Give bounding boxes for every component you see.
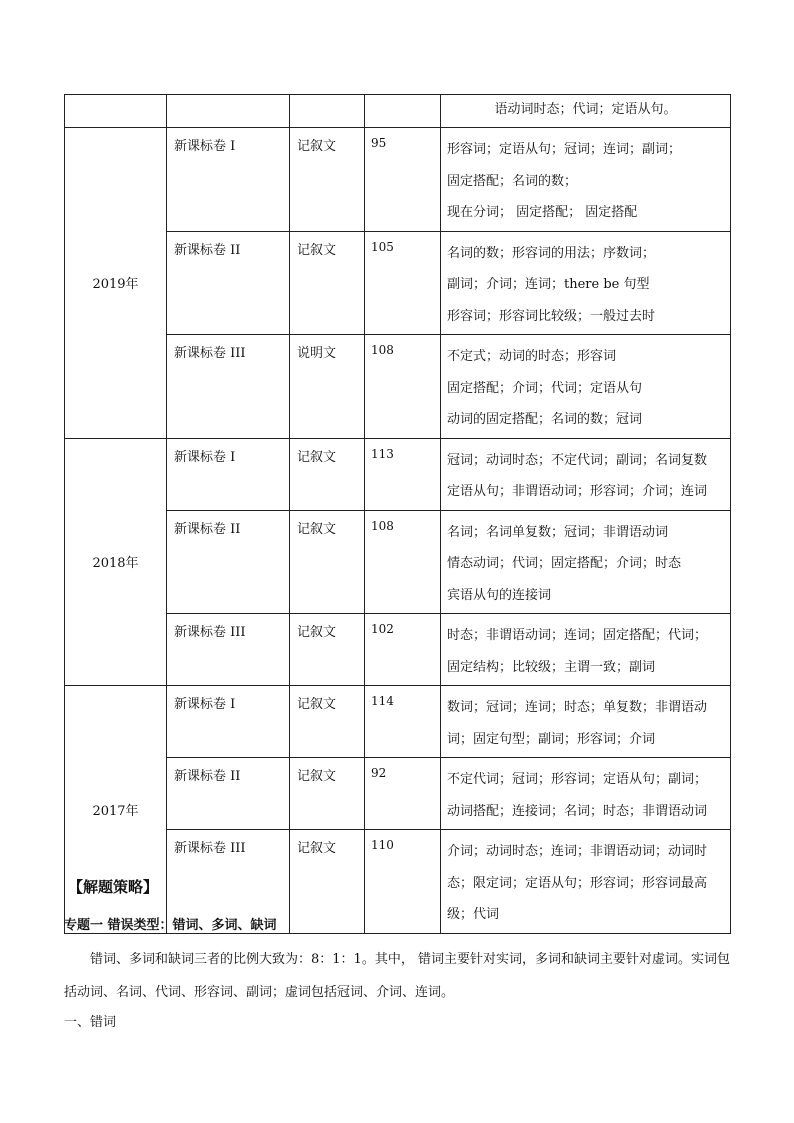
paper-cell: 新课标卷 I	[167, 128, 290, 232]
word-count-cell: 108	[365, 510, 441, 614]
knowledge-points-cell	[441, 758, 731, 830]
paper-cell: 新课标卷 II	[167, 231, 290, 335]
table-row	[65, 438, 731, 510]
paper-cell: 新课标卷 III	[167, 335, 290, 439]
paper-cell: 新课标卷 III	[167, 830, 290, 934]
knowledge-point-line: 动词搭配；连接词；名词；时态；非谓语动词	[447, 803, 708, 819]
word-count-cell: 95	[365, 128, 441, 232]
strategy-paragraph: 错词、多词和缺词三者的比例大致为：8：1：1。其中， 错词主要针对实词，多词和缺词主要针对虚词。实词包括动词、名词、代词、形容词、副词；虚词包括冠词、介词、连词。	[64, 952, 730, 1000]
paper-cell: 新课标卷 II	[167, 758, 290, 830]
word-count-cell: 113	[365, 438, 441, 510]
knowledge-points-cell	[441, 231, 731, 335]
knowledge-points-cell	[441, 128, 731, 232]
continuation-row	[65, 95, 731, 128]
word-count-cell: 102	[365, 614, 441, 686]
knowledge-point-line: 情态动词；代词；固定搭配；介词；时态	[447, 556, 682, 571]
knowledge-points-cell	[441, 438, 731, 510]
genre-cell: 记叙文	[290, 686, 365, 758]
genre-cell: 记叙文	[290, 758, 365, 830]
continuation-cell: 语动词时态；代词；定语从句。	[441, 95, 731, 128]
knowledge-point-line: 词；固定句型；副词；形容词；介词	[447, 731, 656, 747]
knowledge-points-cell	[441, 830, 731, 934]
exam-analysis-table	[64, 94, 731, 934]
word-count-cell: 110	[365, 830, 441, 934]
knowledge-point-line: 态；限定词；定语从句；形容词；形容词最高	[447, 875, 708, 891]
knowledge-point-line: 不定代词；冠词；形容词；定语从句；副词；	[447, 772, 708, 787]
genre-cell: 记叙文	[290, 231, 365, 335]
table-row	[65, 128, 731, 232]
knowledge-point-line: 时态；非谓语动词；连词；固定搭配；代词；	[447, 628, 708, 643]
table-row	[65, 686, 731, 758]
knowledge-points-cell	[441, 335, 731, 439]
knowledge-point-line: 不定式；动词的时态；形容词	[447, 349, 617, 364]
knowledge-point-line: 名词；名词单复数；冠词；非谓语动词	[447, 524, 669, 540]
knowledge-point-line: 副词；介词；连词；there be 句型	[447, 277, 650, 292]
knowledge-points-cell	[441, 614, 731, 686]
knowledge-point-line: 名词的数；形容词的用法；序数词；	[447, 245, 656, 261]
paper-cell: 新课标卷 II	[167, 510, 290, 614]
section-title: 【解题策略】	[68, 878, 159, 896]
knowledge-point-line: 动词的固定搭配；名词的数；冠词	[447, 412, 643, 427]
genre-cell: 记叙文	[290, 128, 365, 232]
word-count-cell: 92	[365, 758, 441, 830]
knowledge-point-line: 级；代词	[447, 907, 500, 922]
knowledge-points-cell	[441, 510, 731, 614]
genre-cell: 说明文	[290, 335, 365, 439]
genre-cell: 记叙文	[290, 614, 365, 686]
knowledge-points-cell	[441, 686, 731, 758]
knowledge-point-line: 定语从句；非谓语动词；形容词；介词；连词	[447, 484, 708, 499]
knowledge-point-line: 现在分词； 固定搭配； 固定搭配	[447, 205, 638, 220]
genre-cell: 记叙文	[290, 830, 365, 934]
knowledge-point-line: 形容词；定语从句；冠词；连词；副词；	[447, 142, 682, 157]
year-cell: 2018年	[65, 438, 167, 686]
knowledge-point-line: 数词；冠词；连词；时态；单复数；非谓语动	[447, 700, 708, 715]
knowledge-point-line: 固定搭配；介词；代词；定语从句	[447, 380, 643, 396]
paper-cell: 新课标卷 I	[167, 438, 290, 510]
word-count-cell: 114	[365, 686, 441, 758]
genre-cell: 记叙文	[290, 510, 365, 614]
year-cell: 2019年	[65, 128, 167, 439]
knowledge-point-line: 介词；动词时态；连词；非谓语动词；动词时	[447, 844, 708, 859]
paper-cell: 新课标卷 III	[167, 614, 290, 686]
knowledge-point-line: 宾语从句的连接词	[447, 587, 552, 603]
paper-cell: 新课标卷 I	[167, 686, 290, 758]
knowledge-point-line: 固定结构；比较级；主谓一致；副词	[447, 659, 656, 675]
topic-heading: 专题一 错误类型：错词、多词、缺词	[64, 918, 277, 933]
year-cell: 2017年	[65, 686, 167, 934]
word-count-cell: 105	[365, 231, 441, 335]
knowledge-point-line: 固定搭配；名词的数；	[447, 173, 578, 189]
word-count-cell: 108	[365, 335, 441, 439]
subheading: 一、错词	[64, 1015, 117, 1030]
genre-cell: 记叙文	[290, 438, 365, 510]
knowledge-point-line: 形容词；形容词比较级；一般过去时	[447, 308, 656, 324]
knowledge-point-line: 冠词；动词时态；不定代词；副词；名词复数	[447, 452, 708, 468]
